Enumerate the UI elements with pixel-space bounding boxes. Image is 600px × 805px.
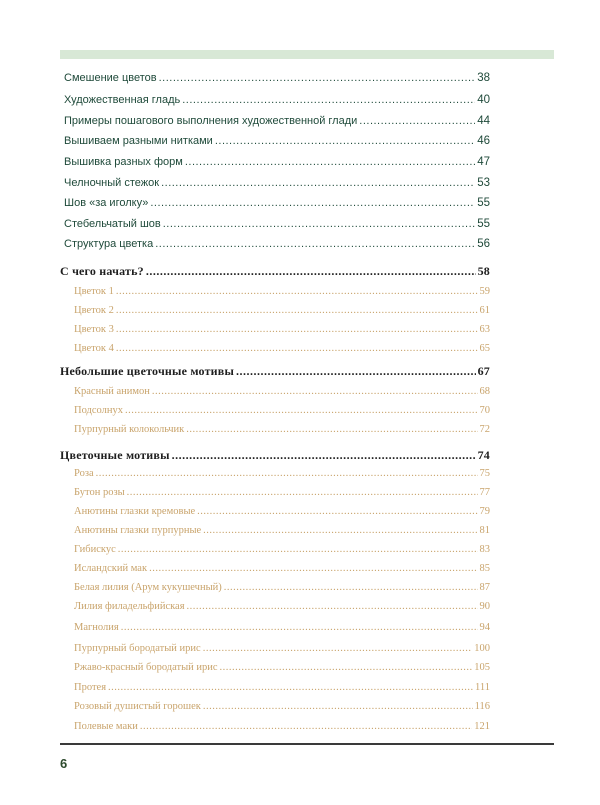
- toc-item[interactable]: [74, 286, 490, 297]
- toc-item[interactable]: [74, 525, 490, 536]
- toc-entry-page: 55: [477, 197, 490, 209]
- toc-item-page: 111: [475, 682, 490, 693]
- toc-item-page: 65: [479, 343, 490, 354]
- toc-item-title: Цветок 1: [74, 286, 114, 297]
- toc-entry-page: 44: [477, 115, 490, 127]
- toc-item-page: 59: [479, 286, 490, 297]
- dot-leader: [116, 305, 478, 316]
- toc-section-page: 58: [477, 264, 490, 278]
- dot-leader: [359, 115, 475, 127]
- toc-item-page: 94: [479, 622, 490, 633]
- toc-item-page: 77: [479, 487, 490, 498]
- toc-entry-title: Примеры пошагового выполнения художественной глади: [64, 115, 358, 127]
- toc-item-title: Магнолия: [74, 622, 119, 633]
- toc-entry-page: 40: [477, 94, 490, 106]
- toc-item[interactable]: [74, 386, 490, 397]
- top-decorative-band: [60, 50, 554, 59]
- toc-item[interactable]: [74, 563, 490, 574]
- toc-entry-page: 38: [477, 72, 490, 84]
- toc-entry-page: 56: [477, 238, 490, 250]
- dot-leader: [187, 601, 478, 612]
- toc-item[interactable]: [74, 601, 490, 612]
- dot-leader: [236, 364, 476, 379]
- dot-leader: [215, 135, 475, 147]
- toc-item-page: 100: [474, 643, 490, 654]
- toc-entry-title: Вышивка разных форм: [64, 156, 183, 168]
- dot-leader: [155, 238, 475, 250]
- toc-item-page: 83: [479, 544, 490, 555]
- dot-leader: [197, 506, 477, 517]
- toc-section-title: С чего начать?: [60, 264, 144, 278]
- toc-item-title: Роза: [74, 468, 94, 479]
- dot-leader: [125, 405, 477, 416]
- toc-item-title: Пурпурный колокольчик: [74, 424, 185, 435]
- toc-item-page: 81: [479, 525, 490, 536]
- dot-leader: [203, 525, 477, 536]
- toc-item[interactable]: [74, 701, 490, 712]
- toc-section-title: Небольшие цветочные мотивы: [60, 364, 235, 378]
- dot-leader: [149, 563, 477, 574]
- toc-entry[interactable]: [64, 72, 490, 84]
- toc-entry[interactable]: [64, 156, 490, 168]
- toc-item[interactable]: [74, 487, 490, 498]
- toc-item-page: 116: [474, 701, 490, 712]
- toc-item-title: Белая лилия (Арум кукушечный): [74, 582, 222, 593]
- toc-item[interactable]: [74, 324, 490, 335]
- toc-item[interactable]: [74, 662, 490, 673]
- toc-item-title: Цветок 2: [74, 305, 114, 316]
- dot-leader: [224, 582, 478, 593]
- toc-entry-page: 55: [477, 218, 490, 230]
- dot-leader: [203, 643, 473, 654]
- toc-item-title: Цветок 4: [74, 343, 114, 354]
- toc-item[interactable]: [74, 506, 490, 517]
- toc-item-title: Розовый душистый горошек: [74, 701, 201, 712]
- toc-item[interactable]: [74, 424, 490, 435]
- toc-entry-title: Вышиваем разными нитками: [64, 135, 213, 147]
- toc-item-page: 72: [479, 424, 490, 435]
- dot-leader: [140, 721, 472, 732]
- toc-item[interactable]: [74, 468, 490, 479]
- toc-item[interactable]: [74, 305, 490, 316]
- dot-leader: [172, 448, 476, 463]
- page-number: 6: [60, 756, 68, 771]
- toc-item-title: Гибискус: [74, 544, 116, 555]
- toc-entry[interactable]: [64, 197, 490, 209]
- toc-item[interactable]: [74, 343, 490, 354]
- toc-entry[interactable]: [64, 177, 490, 189]
- toc-entry-title: Стебельчатый шов: [64, 218, 161, 230]
- toc-item-title: Красный анимон: [74, 386, 150, 397]
- toc-entry-title: Шов «за иголку»: [64, 197, 149, 209]
- dot-leader: [150, 197, 475, 209]
- toc-entry-title: Смешение цветов: [64, 72, 157, 84]
- toc-item-title: Лилия филадельфийская: [74, 601, 185, 612]
- toc-item-page: 79: [479, 506, 490, 517]
- toc-item-page: 85: [479, 563, 490, 574]
- toc-item-title: Полевые маки: [74, 721, 138, 732]
- toc-item[interactable]: [74, 405, 490, 416]
- toc-item-page: 68: [479, 386, 490, 397]
- toc-entry[interactable]: [64, 94, 490, 106]
- toc-entry-title: Структура цветка: [64, 238, 154, 250]
- toc-item-page: 63: [479, 324, 490, 335]
- dot-leader: [146, 264, 476, 279]
- toc-item-page: 61: [479, 305, 490, 316]
- toc-item-title: Цветок 3: [74, 324, 114, 335]
- dot-leader: [121, 622, 478, 633]
- dot-leader: [186, 424, 477, 435]
- toc-item-title: Исландский мак: [74, 563, 148, 574]
- dot-leader: [203, 701, 473, 712]
- toc-entry-page: 53: [477, 177, 490, 189]
- toc-entry-page: 46: [477, 135, 490, 147]
- toc-item-title: Подсолнух: [74, 405, 124, 416]
- toc-item-page: 90: [479, 601, 490, 612]
- toc-item[interactable]: [74, 721, 490, 732]
- toc-item-page: 70: [479, 405, 490, 416]
- toc-section-page: 67: [477, 364, 490, 378]
- toc-item-title: Бутон розы: [74, 487, 125, 498]
- toc-item-title: Анютины глазки кремовые: [74, 506, 196, 517]
- toc-entry[interactable]: [64, 238, 490, 250]
- dot-leader: [116, 286, 478, 297]
- toc-section-heading[interactable]: [60, 264, 490, 279]
- toc-item[interactable]: [74, 622, 490, 633]
- dot-leader: [161, 177, 475, 189]
- toc-item[interactable]: [74, 682, 490, 693]
- dot-leader: [163, 218, 475, 230]
- toc-section-heading[interactable]: [60, 448, 490, 463]
- toc-item-page: 75: [479, 468, 490, 479]
- toc-item-title: Протея: [74, 682, 107, 693]
- footer-divider: [60, 743, 554, 745]
- toc-entry[interactable]: [64, 218, 490, 230]
- dot-leader: [182, 94, 475, 106]
- toc-item[interactable]: [74, 544, 490, 555]
- toc-section-page: 74: [477, 448, 490, 462]
- dot-leader: [118, 544, 478, 555]
- dot-leader: [220, 662, 473, 673]
- dot-leader: [185, 156, 475, 168]
- toc-section-title: Цветочные мотивы: [60, 448, 170, 462]
- toc-item-title: Пурпурный бородатый ирис: [74, 643, 201, 654]
- toc-item[interactable]: [74, 582, 490, 593]
- toc-item-page: 121: [474, 721, 490, 732]
- toc-entry-page: 47: [477, 156, 490, 168]
- toc-item-title: Анютины глазки пурпурные: [74, 525, 202, 536]
- dot-leader: [108, 682, 473, 693]
- dot-leader: [152, 386, 478, 397]
- toc-item-page: 87: [479, 582, 490, 593]
- toc-item[interactable]: [74, 643, 490, 654]
- toc-entry-title: Художественная гладь: [64, 94, 181, 106]
- dot-leader: [96, 468, 478, 479]
- toc-item-page: 105: [474, 662, 490, 673]
- dot-leader: [116, 343, 478, 354]
- toc-item-title: Ржаво-красный бородатый ирис: [74, 662, 218, 673]
- dot-leader: [159, 72, 476, 84]
- toc-section-heading[interactable]: [60, 364, 490, 379]
- toc-entry[interactable]: [64, 135, 490, 147]
- dot-leader: [127, 487, 478, 498]
- dot-leader: [116, 324, 478, 335]
- toc-entry-title: Челночный стежок: [64, 177, 160, 189]
- toc-entry[interactable]: [64, 115, 490, 127]
